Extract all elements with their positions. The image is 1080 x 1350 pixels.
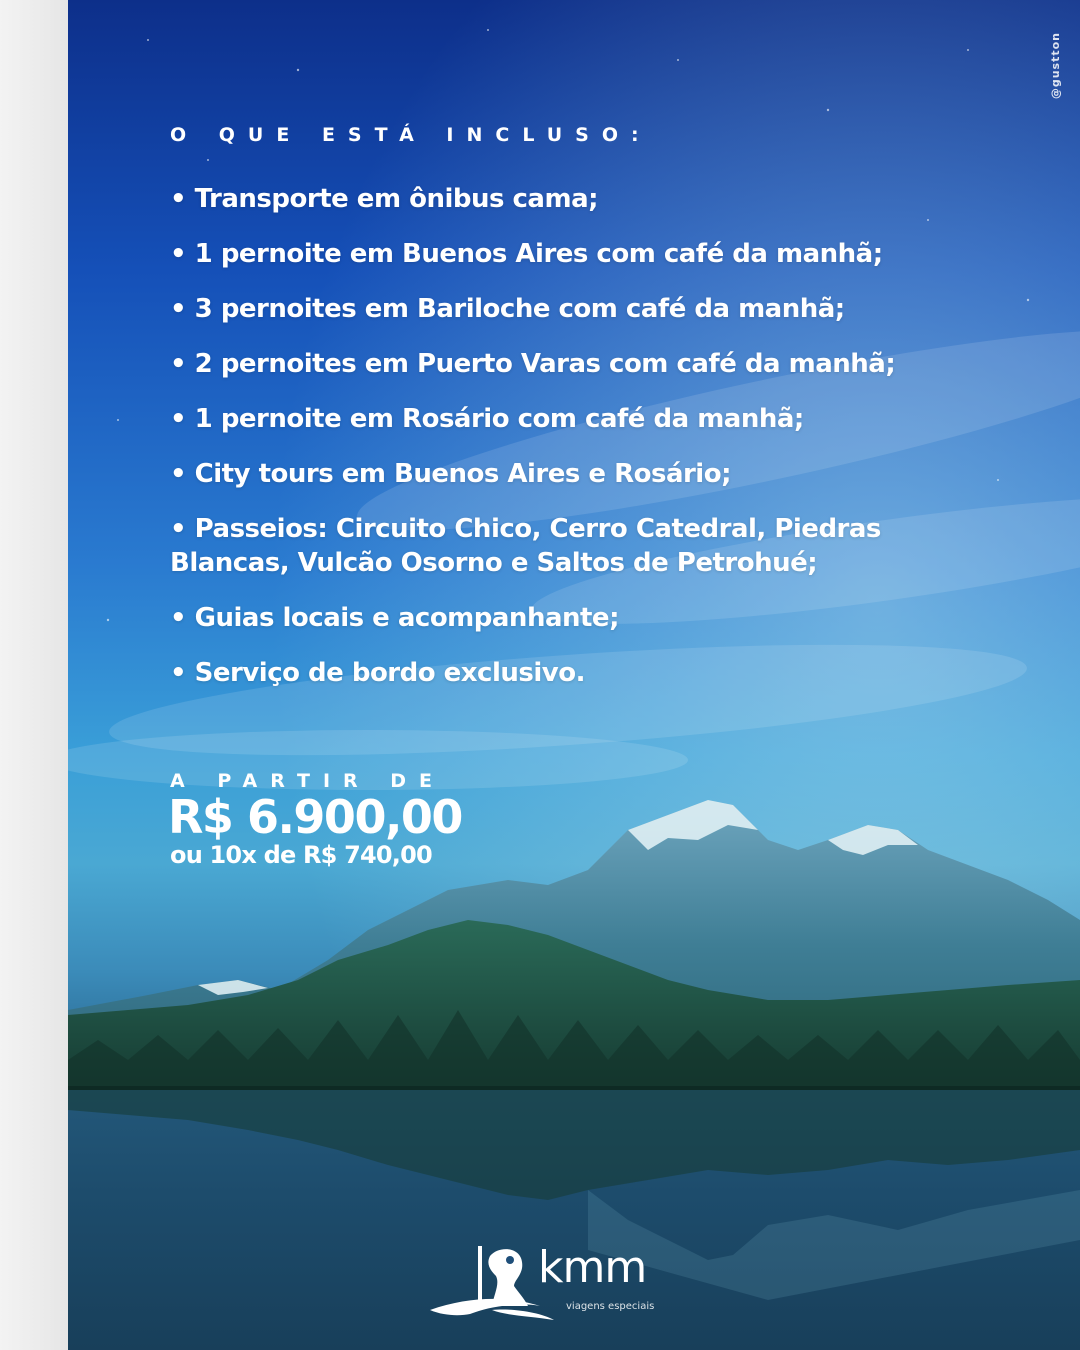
shoreline bbox=[68, 1086, 1080, 1090]
inclusion-item: • 2 pernoites em Puerto Varas com café da manhã; bbox=[170, 349, 896, 379]
inclusion-item: • 3 pernoites em Bariloche com café da manhã; bbox=[170, 294, 845, 324]
inclusion-item: • 1 pernoite em Rosário com café da manhã; bbox=[170, 404, 804, 434]
section-title: O QUE ESTÁ INCLUSO: bbox=[170, 124, 652, 146]
inclusions-list bbox=[170, 182, 960, 711]
inclusion-item: • Passeios: Circuito Chico, Cerro Catedral, Piedras Blancas, Vulcão Osorno e Saltos de Petrohué; bbox=[170, 514, 881, 578]
installments-text: ou 10x de R$ 740,00 bbox=[170, 841, 432, 869]
inclusion-item: • City tours em Buenos Aires e Rosário; bbox=[170, 459, 731, 489]
brand-tagline: viagens especiais bbox=[566, 1301, 655, 1312]
price-label: A PARTIR DE bbox=[170, 770, 446, 792]
inclusion-item: • Serviço de bordo exclusivo. bbox=[170, 658, 585, 688]
photo-credit: @gustton bbox=[1049, 32, 1062, 100]
brand-name: kmm bbox=[538, 1242, 647, 1293]
brand-logo bbox=[430, 1240, 670, 1330]
inclusion-item: • Guias locais e acompanhante; bbox=[170, 603, 619, 633]
inclusion-item: • 1 pernoite em Buenos Aires com café da manhã; bbox=[170, 239, 883, 269]
inclusion-item: • Transporte em ônibus cama; bbox=[170, 184, 599, 214]
left-margin-strip bbox=[0, 0, 68, 1350]
price-value: R$ 6.900,00 bbox=[168, 790, 462, 844]
